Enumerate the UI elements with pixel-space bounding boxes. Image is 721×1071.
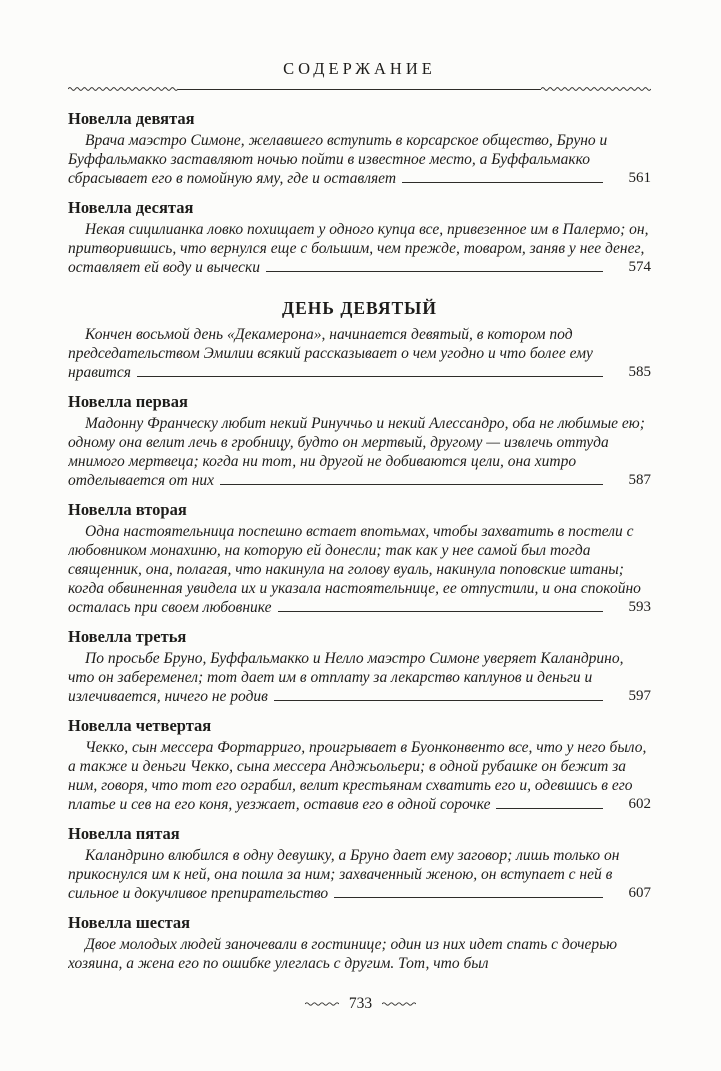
novella-heading: Новелла десятая [68,198,194,217]
novella-summary [68,522,651,617]
novella-summary [68,738,651,814]
wave-ornament-left [305,1000,339,1008]
decorative-rule [68,84,651,94]
novella-summary [68,131,651,188]
page-number-ref: 597 [603,687,652,706]
toc-entry [68,108,651,188]
contents-title: СОДЕРЖАНИЕ [283,59,436,78]
day-title: ДЕНЬ ДЕВЯТЫЙ [282,298,437,318]
toc-entry [68,391,651,490]
wave-ornament-right [541,84,651,94]
novella-summary [68,935,651,973]
page-number-ref: 574 [603,258,652,277]
page-number-ref: 602 [603,795,652,814]
leader-line [266,271,651,272]
wave-ornament-left [68,84,178,94]
summary-text: Одна настоятельница поспешно встает впотьмах, чтобы захватить в постели с любовником монахиню, на которую ей донесли; так как у нее самой был тогда священник, она, полагая, что накинула на голову вуаль, накинула поповские штаны; когда обвиненная увидела их и указала настоятельнице, ее отпустили, и она спокойно осталась при своем любовнике [68,523,641,616]
toc-entry [68,715,651,814]
summary-text: Некая сицилианка ловко похищает у одного купца все, привезенное им в Палермо; он, притворившись, что вернулся еще с большим, чем прежде, товаром, заняв у нее денег, оставляет ей воду и вычески [68,221,649,276]
page-number-ref: 585 [603,363,652,382]
summary-text: Кончен восьмой день «Декамерона», начинается девятый, в котором под председательством Эмилии всякий рассказывает о чем угодно и что более ему нравится [68,326,593,381]
summary-text: Мадонну Франческу любит некий Ринуччьо и некий Алессандро, оба не любимые ею; одному она велит лечь в гробницу, будто он мертвый, другому — извлечь оттуда мнимого мертвеца; когда ни тот, ни другой не добиваются цели, она хитро отделывается от них [68,415,645,489]
day-section [68,297,651,382]
summary-text: Каландрино влюбился в одну девушку, а Бруно дает ему заговор; лишь только он прикоснулся им к ней, она пошла за ним; захваченный женою, он вступает с ней в сильное и докучливое препирательство [68,847,620,902]
summary-text: Двое молодых людей заночевали в гостинице; один из них идет спать с дочерью хозяина, а жена его по ошибке улеглась с другим. Тот, что был [68,936,618,972]
leader-line [137,376,651,377]
toc-entry [68,197,651,277]
toc-entry [68,823,651,903]
wave-ornament-right [382,1000,416,1008]
page-footer [0,995,721,1013]
toc-entry [68,499,651,617]
novella-heading: Новелла вторая [68,500,187,519]
toc-entry [68,626,651,706]
leader-line [278,611,651,612]
page-number-ref: 593 [603,598,652,617]
toc-entry [68,912,651,973]
page-number-ref: 561 [603,169,652,188]
novella-summary [68,220,651,277]
novella-heading: Новелла пятая [68,824,180,843]
page-number-ref: 607 [603,884,652,903]
page-number-ref: 587 [603,471,652,490]
novella-heading: Новелла четвертая [68,716,212,735]
summary-text: Чекко, сын мессера Фортарриго, проигрывает в Буонконвенто все, что у него было, а также и деньги Чекко, сына мессера Анджьольери; в одной рубашке он бежит за ним, говоря, что тот его ограбил, велит крестьянам схватить его и, одевшись в его платье и сев на его коня, уезжает, оставив его в одной сорочке [68,739,647,813]
day-intro [68,325,651,382]
novella-heading: Новелла шестая [68,913,191,932]
novella-heading: Новелла девятая [68,109,195,128]
summary-text: По просьбе Бруно, Буффальмакко и Нелло маэстро Симоне уверяет Каландрино, что он забеременел; тот дает им в отплату за лекарство каплунов и деньги и излечивается, ничего не родив [68,650,624,705]
leader-line [220,484,651,485]
novella-summary [68,414,651,490]
page-header [68,58,651,94]
novella-heading: Новелла третья [68,627,187,646]
novella-summary [68,846,651,903]
novella-heading: Новелла первая [68,392,188,411]
folio-number: 733 [348,995,373,1012]
rule-line [178,89,541,90]
novella-summary [68,649,651,706]
leader-line [274,700,651,701]
summary-text: Врача маэстро Симоне, желавшего вступить в корсарское общество, Бруно и Буффальмакко заставляют ночью пойти в известное место, а Буффальмакко сбрасывает его в помойную яму, где и оставляет [68,132,608,187]
